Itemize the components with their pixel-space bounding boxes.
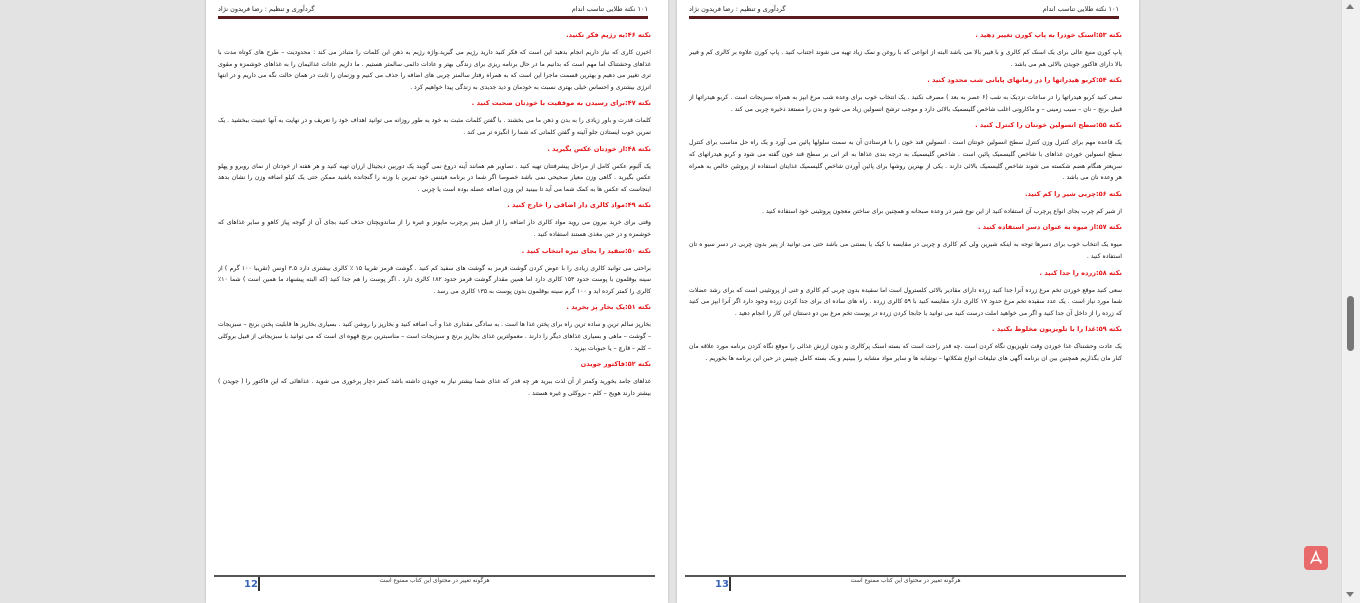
pdf-icon[interactable] [1304, 546, 1328, 570]
header-author: گردآوری و تنظیم : رضا فریدون نژاد [689, 5, 786, 13]
page-header [218, 3, 648, 15]
tip-title: نکته ۵۵:سطح انسولین خونتان را کنترل کنید . [975, 121, 1122, 130]
tip-title: نکته ۵۱:یک بخار پز بخرید . [566, 303, 651, 312]
tip-text: از شیر کم چرب بجای انواع پرچرب آن استفاده کنید از این نوع شیر در وعده صبحانه و همچنین برای ساختن معجون پروتئینی خود استفاده کنید . [762, 207, 1122, 215]
tip-text: سعی کنید کربو هیدراتها را در ساعات نزدیک به شب (۶ عصر به بعد ) مصرف نکنید . یک انتخاب خوب برای وعده شب مرغ ابپز به همراه سبزیجات است . کربو هیدراتها از قبیل برنج – نان – سیب زمینی – و ماکارونی اغلب شاخص گلیسمیک بالائی دارد و موجب ترشح انسولین زیاد می شود و بدن را مستعد ذخیره چربی می کند . [689, 94, 1122, 113]
tip-text: سعی کنید موقع خوردن تخم مرغ زرده آنرا جدا کنید زرده دارای مقادیر بالائی کلسترول است اما سفیده بدون چربی کم کالری و غنی از پروتئینی است که برای رشد عضلات شما مورد نیاز است . یک عدد سفیده تخم مرغ حدود ۱۷ کالری دارد مقایسه کنید با ۵۹ کالری زرده . راه های ساده ای برای جدا کردن زرده وجود دارد اگر آنرا ابپز می کنید که زرده را از داخل آن جدا کنید و اگر می خواهید املت درست کنید می توانید با جابجا کردن زرده در پوست تخم مرغ بین دو دستتان این کار را انجام دهید . [689, 286, 1122, 317]
scroll-thumb[interactable] [1347, 296, 1354, 351]
page-13 [677, 0, 1139, 603]
tip-text: بخارپز سالم ترین و ساده ترین راه برای پختن غذا ها است . به سادگی مقداری غذا و آب اضافه کنید و بخارپز را روشن کنید . بسیاری بخارپز ها قابلیت پختن برنج – سبزیجات – گوشت – ماهی و بسیاری غذاهای دیگر را دارند . معمولترین غذای بخارپز برنج و سبزیجات است – مناسبترین برنج قهوه ای است که می توانید با سبزیجاتی از قبیل بروکلی – کلم – قارچ – یا حبوبات بپزید . [218, 321, 651, 352]
tip-title: نکته ۴۸:از خودتان عکس بگیرید . [547, 144, 651, 153]
header-rule [689, 16, 1119, 19]
tip-text: کلمات قدرت و باور زیادی را به بدن و ذهن ما می بخشند . با گفتن کلمات مثبت به خود به طور روزانه می توانید اهداف خود را تعریف و در نهایت به آنها عینیت ببخشید . یک تمرین خوب ایستادن جلو آئینه و گفتن کلماتی که شما را انگیزه تر می کند . [218, 117, 651, 136]
header-book-title: ۱۰۱ نکته طلایی تناسب اندام [571, 5, 648, 13]
tip-title: نکته ۵۰:سفید را بجای تیره انتخاب کنید . [521, 246, 651, 255]
page-body [689, 25, 1122, 573]
tip-text: یک عادت وحشتناک غذا خوردن وقت تلویزیون نگاه کردن است .چه قدر راحت است که بسته اسنک پرکالری و بدون ارزش غذائی را موقع نگاه کردن برنامه مورد علاقه مان کنار مان بگذاریم همچنین بین ان برنامه آگهی های تبلیغات انواع شکلاتها – نوشابه ها و سایر مواد مشابه را ببینیم و یک بسته کامل چیپس در حین این برنامه ها بخوریم . [689, 343, 1122, 362]
tip-title: نکته ۵۷:از میوه به عنوان دسر استفاده کنید . [977, 223, 1122, 232]
header-rule [218, 16, 648, 19]
tip-text: غذاهای جامد بخورید وکمتر از آن لذت ببرید هر چه قدر که غذای شما بیشتر نیاز به جویدن داشته باشد کمتر دچار پرخوری می شوید . غذاهائی که این فاکتور را ( جویدن ) بیشتر دارند هویج – کلم – بروکلی و غیره هستند . [218, 378, 651, 397]
tip-title: نکته ۴۷:برای رسیدن به موفقیت با خودتان صحبت کنید . [471, 99, 651, 108]
scroll-down-arrow-icon[interactable] [1346, 592, 1354, 597]
page-number-divider [729, 577, 731, 591]
tip-text: اخیرن کاری که نیاز داریم انجام بدهید این است که فکر کنید دارید رژیم می گیرید.واژه رژیم به ذهن این کلمات را متبادر می کند : محدودیت – طرح های کوتاه مدت با غذاهای وحشتناک اما مهم است که بدانیم ما در حال برنامه ریزی برای زندگی بهتر و عادات دائمی سالمتر هستیم . ما داریم عادات غذائیمان را به غذاهای خوشمزه و مقوی تری تغییر می دهیم و بهترین قسمت ماجرا این است که به همراه رفتار سالمتر چربی های اضافه را حذف می کنیم و وزنمان را ثابت در همان حالت نگه می داریم و در انتها انرژی بیشتری و احساس خیلی بهتری نسبت به خودمان و دید جدیدی به زندگی پیدا خواهیم کرد . [218, 49, 651, 91]
footer-rule [214, 575, 655, 577]
page-number-divider [258, 577, 260, 591]
pdf-icon-glyph [1308, 550, 1324, 566]
scroll-up-arrow-icon[interactable] [1346, 4, 1354, 9]
page-header [689, 3, 1119, 15]
tip-title: نکته ۵۹:غذا را با تلویزیون مخلوط نکنید . [992, 325, 1122, 334]
tip-title: نکته ۵۶:چربی شیر را کم کنید. [1024, 189, 1122, 198]
page-number: 13 [715, 579, 729, 590]
tip-title: نکته ۴۹:مواد کالری دار اضافی را خارج کنید . [507, 201, 651, 210]
header-book-title: ۱۰۱ نکته طلایی تناسب اندام [1042, 5, 1119, 13]
tip-title: نکته ۴۶:به رژیم فکر نکنید. [566, 31, 651, 39]
page-footer [214, 575, 655, 589]
header-author: گردآوری و تنظیم : رضا فریدون نژاد [218, 5, 315, 13]
page-12 [206, 0, 668, 603]
tip-text: پاپ کورن منبع عالی برای یک اسنک کم کالری و با فیبر بالا می باشد البته از انواعی که با روغن و نمک زیاد تهیه می شوند اجتناب کنید . پاپ کورن علاوه بر کالری کم و فیبر بالا دارای فاکتور جویدن بالائی هم می باشد . [689, 49, 1122, 68]
tip-title: نکته ۵۴:کربو هیدراتها را در زمانهای پایانی شب محدود کنید . [927, 76, 1122, 85]
footer-copyright: هرگونه تغییر در محتوای این کتاب ممنوع است [379, 578, 490, 584]
tip-title: نکته ۵۲:فاکتور جوبدن [580, 360, 651, 369]
footer-copyright: هرگونه تغییر در محتوای این کتاب ممنوع است [850, 578, 961, 584]
tip-title: نکته ۵۸:زرده را جدا کنید . [1039, 268, 1122, 277]
tip-text: یک آلبوم عکس کامل از مراحل پیشرفتتان تهیه کنید . تصاویر هم همانند آینه دروغ نمی گویند یک دوربین دیجیتال ارزان تهیه کنید و هر هفته از خودتان از نمای روبرو و پهلو عکس بگیرید . گاهی وزن معیار صحیحی نمی باشد خصوصا اگر شما در برنامه فیتنس خود تمرین با وزنه را گنجانده باشید ممکن حتی یک کیلو اضافه وزن را نشان بدهد اینجاست که عکس ها به کمک شما می آید تا ببینید این وزن اضافه عضله بوده است یا چربی . [218, 162, 651, 193]
vertical-scrollbar[interactable] [1341, 0, 1360, 603]
tip-title: نکته ۵۳:اسنک خودرا به پاپ کورن تغییر دهید . [975, 31, 1122, 39]
tip-text: وقتی برای خرید بیرون می روید مواد کالری دار اضافه را از قبیل پنیر پرچرب مایونز و غیره را از ساندویچتان حذف کنید بجای آن از گوجه پیاز کاهو و سایر غذاهای که خوشمزه و در حین مغذی هستند استفاده کنید . [218, 219, 651, 238]
tip-text: براحتی می توانید کالری زیادی را با عوض کردن گوشت قرمز به گوشت های سفید کم کنید . گوشت قرمز تقریبا ۱۵ ٪ کالری بیشتری دارد ۳.۵ اونس (تقریبا ۱۰۰ گرم ) از سینه بوقلمون با پوست حدود ۱۵۳ کالری دارد اما همین مقدار گوشت قرمز حدود ۱۸۲ کالری دارد . اگر پوست را هم جدا کنید (که البته پیشنهاد ما همین است ) شما ۱۰٪ کالری را کمتر کرده اید و ۱۰۰ گرم سینه بوقلمون بدون پوست به ۱۳۵ کالری می رسد . [218, 264, 651, 295]
tip-text: میوه یک انتخاب خوب برای دسرها توجه به اینکه شیرین ولی کم کالری و چربی در مقایسه با کیک یا بستنی می باشد حتی می توانید از پنیر بدون چربی در دسر سیو ه تان استفاده کنید . [689, 241, 1122, 260]
page-footer [685, 575, 1126, 589]
tip-text: یک قاعده مهم برای کنترل وزن کنترل سطح انسولین خونتان است . انسولین قند خون را با فرستادن آن به سمت سلولها پائین می آورد و یک راه حل مناسب برای کنترل سطح انسولین خوردن غذاهای با شاخص گلیسمیک پائین است . شاخص گلیسمیک به درجه بندی غذاها به اثر انی بر سطح قند خون گفته می شود و کربو هیدراتهای که سریعتر هنگام هضم شکسته می شوند شاخص گلیسمیک بالائی دارند . یکی از بهترین روشها برای پائین آوردن شاخص گلیسمیک غذایتان استفاده از پروتئین خالص به همراه هر وعده نان می باشد . [689, 139, 1122, 182]
page-body [218, 25, 651, 573]
page-number: 12 [244, 579, 258, 590]
footer-rule [685, 575, 1126, 577]
